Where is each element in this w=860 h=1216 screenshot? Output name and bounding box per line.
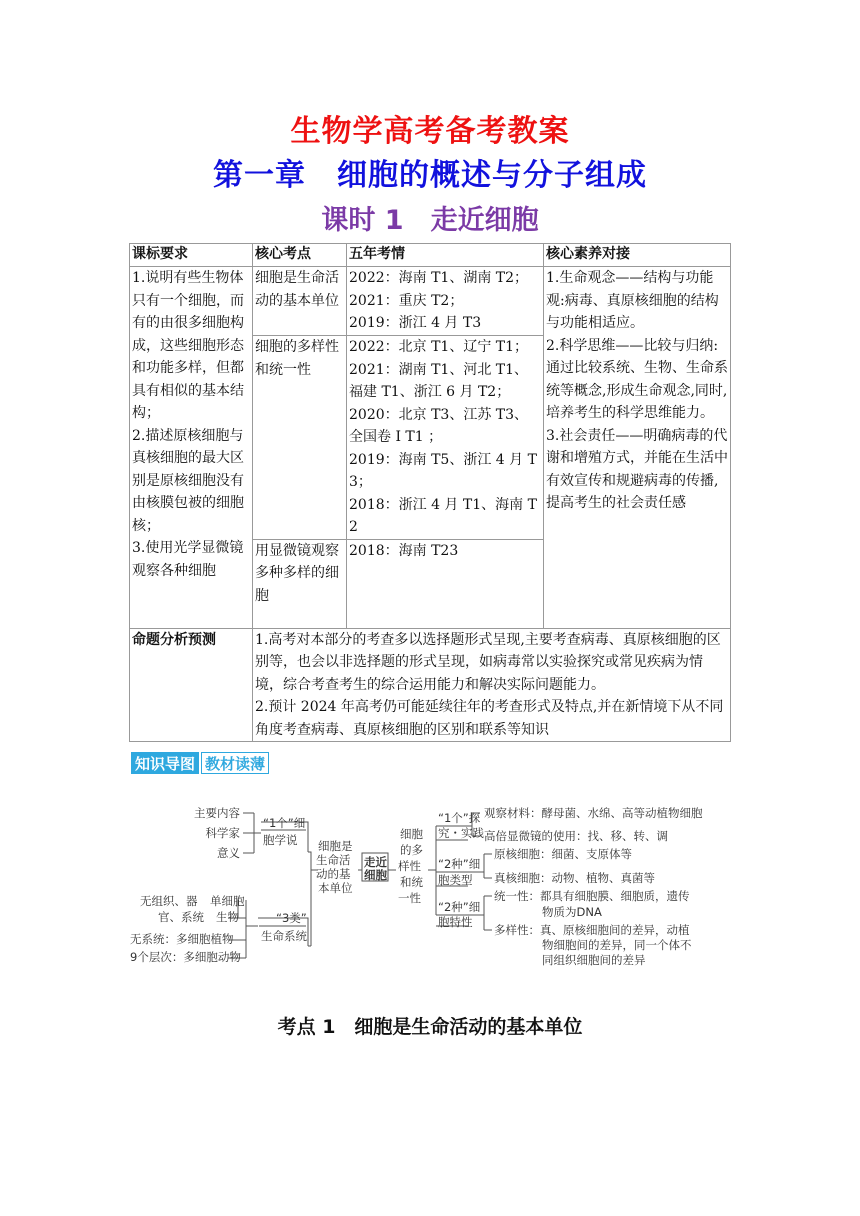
header-core-literacy: 核心素养对接 xyxy=(544,244,731,267)
mm-leaf-prokaryote: 原核细胞：细菌、支原体等 xyxy=(494,847,632,861)
requirements-cell: 1.说明有些生物体只有一个细胞，而有的由很多细胞构成，这些细胞形态和功能多样，但都具有相似的基本结构； 2.描述原核细胞与真核细胞的最大区别是原核细胞没有由核膜包被的细胞核； 3.使用光学显微镜观察各种细胞 xyxy=(130,267,253,629)
mm-leaf-unity-2: 物质为DNA xyxy=(542,905,602,919)
mm-system-line2: 生命系统 xyxy=(261,929,307,943)
header-exam-history: 五年考情 xyxy=(347,244,544,267)
mm-leaf-microscope: 高倍显微镜的使用：找、移、转、调 xyxy=(484,829,668,843)
exam-history-cell: 2022：北京 T1、辽宁 T1； 2021：湖南 T1、河北 T1、福建 T1、浙江 6 月 T2； 2020：北京 T3、江苏 T3、全国卷 I T1 ； 2019：海南 T5、浙江 4 月 T3； 2018：浙江 4 月 T1、海南 T2 xyxy=(347,336,544,540)
mm-center-line1: 走近 xyxy=(364,855,387,869)
mm-system-line1: “3类” xyxy=(276,911,307,925)
mm-basic-unit-4: 本单位 xyxy=(318,881,353,895)
mm-basic-unit-2: 生命活 xyxy=(316,853,351,867)
core-point-cell: 用显微镜观察多种多样的细胞 xyxy=(253,539,347,628)
mm-diversity-4: 和统 xyxy=(400,875,423,889)
mm-leaf-diversity-1: 多样性：真、原核细胞间的差异，动植 xyxy=(494,923,690,937)
core-point-cell: 细胞是生命活动的基本单位 xyxy=(253,267,347,336)
analysis-label: 命题分析预测 xyxy=(130,628,253,742)
mm-leaf-unity-1: 统一性：都具有细胞膜、细胞质，遗传 xyxy=(494,889,690,903)
mm-unicellular-2: 生物 xyxy=(216,910,239,924)
mm-explore-2: 究・实践 xyxy=(438,826,484,840)
mm-leaf-diversity-2: 物细胞间的差异，同一个体不 xyxy=(542,938,692,952)
mm-nine-levels: 9个层次：多细胞动物 xyxy=(130,950,241,964)
mm-theory-line1: “1个”细 xyxy=(263,816,306,830)
mm-leaf-materials: 观察材料：酵母菌、水绵、高等动植物细胞 xyxy=(484,806,703,820)
table-row xyxy=(130,267,731,336)
mm-cell-types-1: “2种”细 xyxy=(438,857,481,871)
mm-diversity-3: 样性 xyxy=(398,859,421,873)
literacy-cell: 1.生命观念——结构与功能观:病毒、真原核细胞的结构与功能相适应。 2.科学思维——比较与归纳:通过比较系统、生物、生命系统等概念,形成生命观念,同时,培养考生的科学思维能力。 3.社会责任——明确病毒的代谢和增殖方式，并能在生活中有效宣传和规避病毒的传播,提高考生的社会责任感 xyxy=(544,267,731,629)
mm-diversity-1: 细胞 xyxy=(400,827,423,841)
mm-basic-unit-3: 动的基 xyxy=(316,867,351,881)
badge-knowledge-map: 知识导图 xyxy=(131,752,199,774)
overview-table xyxy=(129,243,731,742)
mm-scientists: 科学家 xyxy=(205,826,240,840)
header-core-points: 核心考点 xyxy=(253,244,347,267)
mm-leaf-diversity-3: 同组织细胞间的差异 xyxy=(542,953,646,967)
knowledge-mindmap xyxy=(128,800,740,970)
chapter-title: 第一章 细胞的概述与分子组成 xyxy=(213,158,647,193)
mm-theory-line2: 胞学说 xyxy=(263,833,298,847)
mm-no-system: 无系统：多细胞植物 xyxy=(130,932,234,946)
mm-diversity-2: 的多 xyxy=(400,843,423,857)
core-point-cell: 细胞的多样性和统一性 xyxy=(253,336,347,540)
mm-cell-traits-2: 胞特性 xyxy=(438,915,473,929)
section-heading: 考点 1 细胞是生命活动的基本单位 xyxy=(277,1016,583,1038)
mm-no-tissue-2: 官、系统 xyxy=(158,910,204,924)
table-header-row xyxy=(130,244,731,267)
table-row xyxy=(130,628,731,742)
mm-basic-unit-1: 细胞是 xyxy=(318,839,353,853)
mm-no-tissue-1: 无组织、器 xyxy=(140,894,198,908)
mm-cell-types-2: 胞类型 xyxy=(438,873,473,887)
badge-textbook-reading: 教材读薄 xyxy=(201,752,269,774)
mm-center-line2: 细胞 xyxy=(364,868,387,882)
mm-cell-traits-1: “2种”细 xyxy=(438,900,481,914)
mm-leaf-eukaryote: 真核细胞：动物、植物、真菌等 xyxy=(494,871,655,885)
lesson-title: 课时 1 走近细胞 xyxy=(321,205,539,236)
mm-explore-1: “1个”探 xyxy=(438,811,481,825)
exam-history-cell: 2022：海南 T1、湖南 T2； 2021：重庆 T2； 2019：浙江 4 月 T3 xyxy=(347,267,544,336)
mm-significance: 意义 xyxy=(217,846,240,860)
exam-history-cell: 2018：海南 T23 xyxy=(347,539,544,628)
mm-diversity-5: 一性 xyxy=(398,891,421,905)
mindmap-badge xyxy=(131,752,269,774)
header-requirements: 课标要求 xyxy=(130,244,253,267)
mm-main-content: 主要内容 xyxy=(194,806,240,820)
analysis-text: 1.高考对本部分的考查多以选择题形式呈现,主要考查病毒、真原核细胞的区别等，也会以非选择题的形式呈现，如病毒常以实验探究或常见疾病为情境，综合考查考生的综合运用能力和解决实际问题能力。 2.预计 2024 年高考仍可能延续往年的考查形式及特点,并在新情境下从不同角度考查病毒、真原核细胞的区别和联系等知识 xyxy=(253,628,731,742)
mm-unicellular-1: 单细胞 xyxy=(210,894,245,908)
document-title: 生物学高考备考教案 xyxy=(290,114,570,149)
